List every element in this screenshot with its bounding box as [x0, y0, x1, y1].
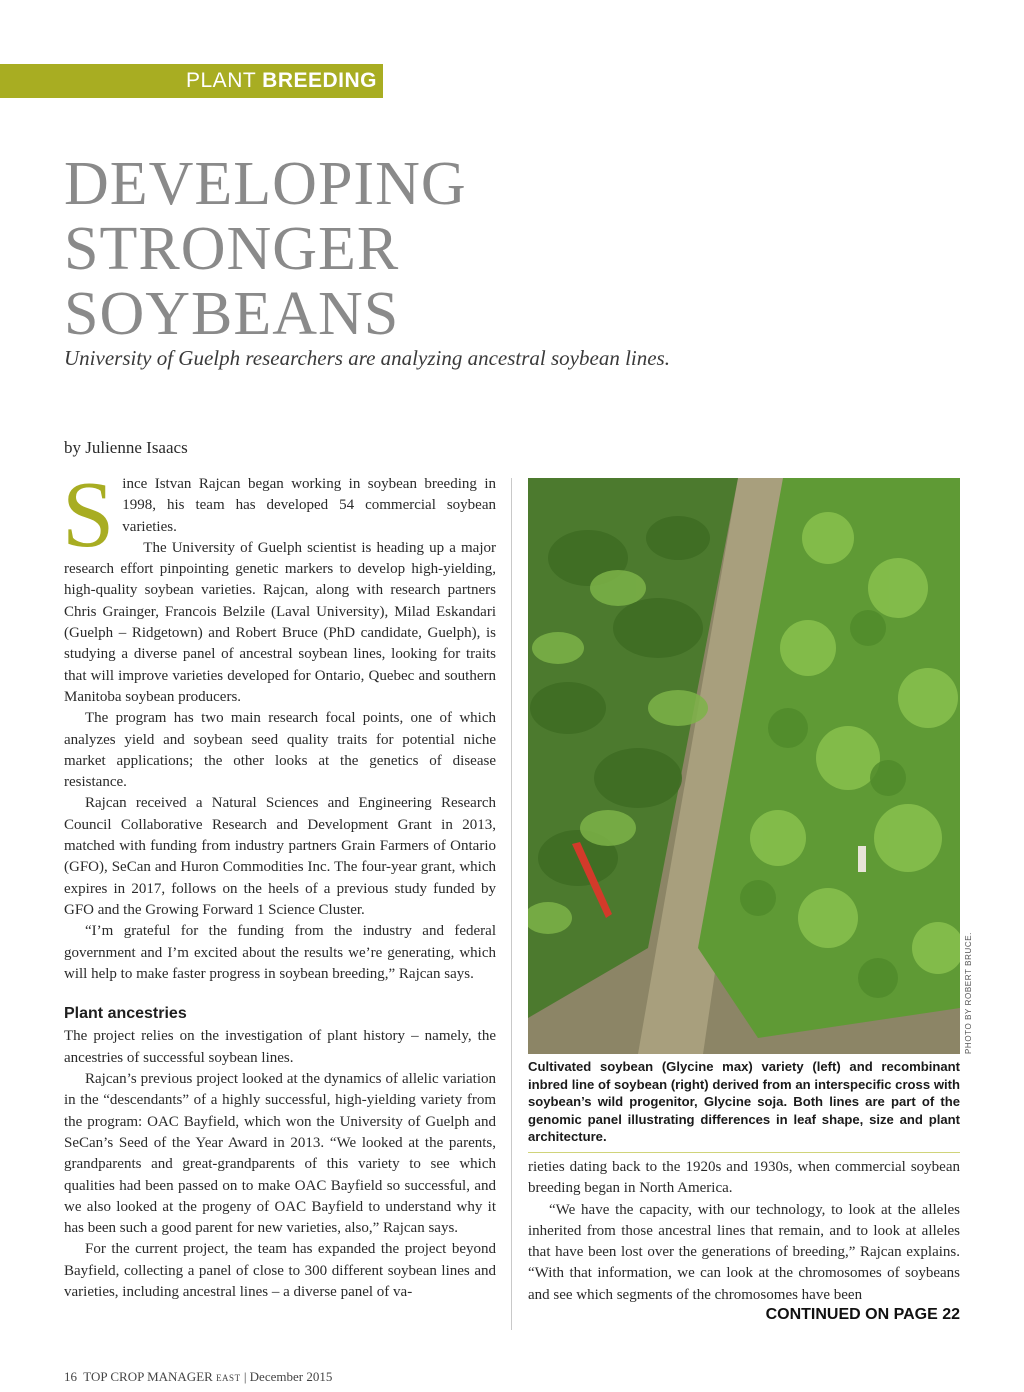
section-banner [0, 64, 383, 98]
paragraph-6: The project relies on the investigation of plant history – namely, the ancestries of successful soybean lines. [64, 1028, 496, 1066]
magazine-name: TOP CROP MANAGER [83, 1369, 213, 1384]
page-footer: 16 TOP CROP MANAGER EAST | December 2015 [64, 1369, 333, 1384]
paragraph-5: “I’m grateful for the funding from the industry and federal government and I’m excited about the results we’re generating, which will help to make faster progress in soybean breeding,” Rajcan says. [64, 923, 496, 982]
paragraph-3: The program has two main research focal points, one of which analyzes yield and soybean seed quality traits for potential niche market applications; the other looks at the genetics of disease resistance. [64, 710, 496, 791]
issue-date: December 2015 [249, 1369, 333, 1384]
paragraph-9: rieties dating back to the 1920s and 1930s, when commercial soybean breeding began in North America. [528, 1159, 960, 1197]
continued-on-page: CONTINUED ON PAGE 22 [765, 1306, 960, 1323]
article-title [64, 152, 467, 347]
paragraph-2: The University of Guelph scientist is heading up a major research effort pinpointing genetic markers to develop high-yielding, high-quality soybean varieties. Rajcan, along with research partners Chris Grainger, Francois Belzile (Laval University), Milad Eskandari (Guelph – Ridgetown) and Robert Bruce (PhD candidate, Guelph), is studying a diverse panel of ancestral soybean lines, looking for traits that will improve varieties developed for Ontario, Quebec and southern Manitoba soybean producers. [64, 539, 496, 705]
soybean-field-photo [528, 478, 960, 1054]
caption-divider [528, 1152, 960, 1153]
article-subtitle: University of Guelph researchers are analyzing ancestral soybean lines. [64, 346, 670, 370]
column-divider [511, 478, 512, 1330]
paragraph-1: Since Istvan Rajcan began working in soybean breeding in 1998, his team has developed 54 commercial soybean varieties. [62, 463, 496, 567]
soybean-photo-illustration [528, 478, 960, 1054]
photo-caption: Cultivated soybean (Glycine max) variety (left) and recombinant inbred line of soybean (right) derived from an interspecific cross with soybean’s wild progenitor, Glycine soja. Both lines are part of the genomic panel illustrating differences in leaf shape, size and plant architecture. [528, 1059, 960, 1145]
paragraph-10: “We have the capacity, with our technology, to look at the alleles inherited from those ancestral lines that remain, and to look at alleles that have been lost over the generations of breeding,” Rajcan explains. “With that information, we can look at the chromosomes of soybeans and see which segments of the chromosomes have been [528, 1201, 960, 1303]
title-line-3: SOYBEANS [64, 280, 400, 348]
title-line-2: STRONGER [64, 215, 400, 283]
page-number: 16 [64, 1369, 77, 1384]
right-column [528, 1157, 960, 1306]
section-label: PLANT BREEDING [186, 69, 378, 92]
drop-cap: S [62, 463, 115, 567]
photo-credit: PHOTO BY ROBERT BRUCE. [964, 932, 973, 1054]
edition: EAST [216, 1373, 241, 1383]
paragraph-4: Rajcan received a Natural Sciences and Engineering Research Council Collaborative Research and Development Grant in 2013, matched with funding from industry partners Grain Farmers of Ontario (GFO), SeCan and Huron Commodities Inc. The four-year grant, which expires in 2017, follows on the heels of a previous study funded by GFO and the Growing Forward 1 Science Cluster. [64, 795, 496, 918]
section-heading: Plant ancestries [64, 1005, 187, 1023]
title-line-1: DEVELOPING [64, 150, 467, 218]
left-column [62, 463, 496, 1303]
paragraph-7: Rajcan’s previous project looked at the dynamics of allelic variation in the “descendants” of a highly successful, high-yielding variety from the program: OAC Bayfield, which won the University of Guelph and SeCan’s Seed of the Year Award in 2013. “We looked at the parents, grandparents and great-grandparents of this variety to see which qualities had been passed on to make OAC Bayfield so successful, and we also looked at the progeny of OAC Bayfield to understand why it has been such a good parent for new varieties, also,” Rajcan says. [64, 1071, 496, 1237]
paragraph-8: For the current project, the team has expanded the project beyond Bayfield, collecting a panel of close to 300 different soybean lines and varieties, including ancestral lines – a diverse panel of va- [64, 1241, 496, 1300]
byline: by Julienne Isaacs [64, 438, 188, 457]
